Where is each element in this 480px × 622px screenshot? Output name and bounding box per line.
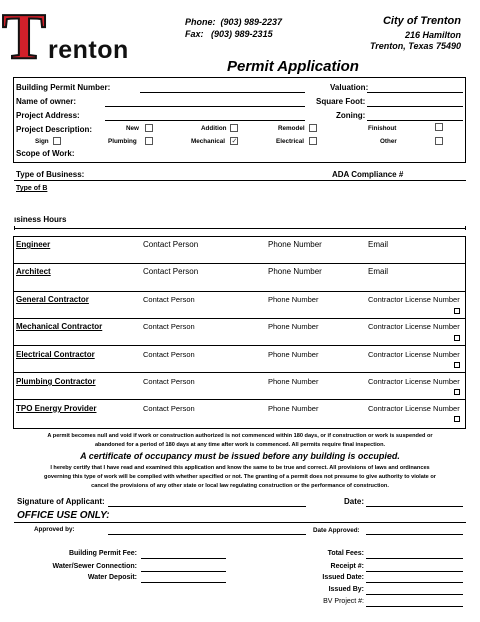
plumbing-contractor-license-number[interactable]: Contractor License Number (368, 377, 460, 386)
total-fees-label: Total Fees: (327, 550, 364, 557)
architect-contact-person[interactable]: Contact Person (143, 267, 199, 276)
zoning-field[interactable] (367, 120, 463, 121)
scope-of-work-label: Scope of Work: (16, 149, 75, 158)
zoning-label: Zoning: (336, 111, 366, 120)
tpo-energy-provider-phone-number[interactable]: Phone Number (268, 404, 319, 413)
null-void-line-1: A permit becomes null and void if work or construction authorized is not commenced within 180 days, or if construction or work is suspended or (47, 433, 433, 439)
certify-line-2: governing this type of work will be complied with whether specified or not. The granting of a permit does not presume to give authority to violate or (44, 474, 436, 480)
valuation-label: Valuation: (330, 83, 369, 92)
business-hours-divider (14, 228, 466, 229)
electrical-label: Electrical (276, 138, 305, 145)
plumbing-contractor-contact-person[interactable]: Contact Person (143, 377, 195, 386)
divider-tick-left (14, 226, 15, 230)
general-contractor-checkbox[interactable] (454, 308, 460, 314)
sign-label: Sign (35, 138, 49, 145)
date-approved-label: Date Approved: (313, 527, 360, 534)
row-divider (14, 399, 466, 400)
total-fees-field[interactable] (366, 558, 463, 559)
water-sewer-field[interactable] (141, 571, 226, 572)
null-void-line-2: abandoned for a period of 180 days at any time after work is commenced. All permits require final inspection. (94, 442, 386, 448)
electrical-checkbox[interactable] (309, 137, 317, 145)
mechanical-contractor-license-number[interactable]: Contractor License Number (368, 322, 460, 331)
engineer-phone-number[interactable]: Phone Number (268, 240, 322, 249)
building-permit-number-label: Building Permit Number: (16, 83, 111, 92)
building-permit-fee-field[interactable] (141, 558, 226, 559)
issued-by-field[interactable] (366, 594, 463, 595)
office-use-heading: OFFICE USE ONLY: (17, 510, 110, 521)
mechanical-label: Mechanical (191, 138, 225, 145)
date-approved-field[interactable] (366, 534, 463, 535)
occupancy-notice: A certificate of occupancy must be issued before any building is occupied. (80, 451, 400, 461)
other-checkbox[interactable] (435, 137, 443, 145)
signature-label: Signature of Applicant: (17, 497, 105, 506)
general-contractor-license-number[interactable]: Contractor License Number (368, 295, 460, 304)
electrical-contractor-checkbox[interactable] (454, 362, 460, 368)
signature-field[interactable] (108, 506, 306, 507)
remodel-checkbox[interactable] (309, 124, 317, 132)
mechanical-contractor-contact-person[interactable]: Contact Person (143, 322, 195, 331)
divider-tick-right (465, 226, 466, 230)
square-foot-field[interactable] (367, 106, 463, 107)
receipt-label: Receipt #: (330, 563, 364, 570)
general-contractor-phone-number[interactable]: Phone Number (268, 295, 319, 304)
remodel-label: Remodel (278, 125, 305, 132)
water-sewer-label: Water/Sewer Connection: (52, 563, 137, 570)
finishout-checkbox[interactable] (435, 123, 443, 131)
approved-by-field[interactable] (108, 534, 306, 535)
city-logo (2, 0, 172, 73)
row-divider (14, 372, 466, 373)
business-hours-label: ısiness Hours (14, 215, 67, 224)
electrical-contractor-contact-person[interactable]: Contact Person (143, 350, 195, 359)
addition-checkbox[interactable] (230, 124, 238, 132)
owner-name-label: Name of owner: (16, 97, 77, 106)
tpo-energy-provider-contact-person[interactable]: Contact Person (143, 404, 195, 413)
other-label: Other (380, 138, 397, 145)
new-checkbox[interactable] (145, 124, 153, 132)
building-permit-fee-label: Building Permit Fee: (68, 550, 137, 557)
building-permit-number-field[interactable] (140, 92, 305, 93)
engineer-label: Engineer (16, 240, 51, 249)
row-divider (14, 291, 466, 292)
architect-label: Architect (16, 267, 51, 276)
mechanical-contractor-checkbox[interactable] (454, 335, 460, 341)
bv-project-field[interactable] (366, 606, 463, 607)
phone-label: Phone: (185, 17, 216, 27)
fax-label: Fax: (185, 29, 204, 39)
project-address-field[interactable] (105, 120, 305, 121)
null-void-notice (0, 432, 480, 450)
mechanical-contractor-phone-number[interactable]: Phone Number (268, 322, 319, 331)
city-name: City of Trenton (382, 15, 461, 27)
row-divider (14, 345, 466, 346)
electrical-contractor-phone-number[interactable]: Phone Number (268, 350, 319, 359)
bv-project-label: BV Project #: (323, 598, 364, 605)
city-state-zip: Trenton, Texas 75490 (369, 41, 461, 51)
certification-text (0, 464, 480, 491)
engineer-email[interactable]: Email (368, 240, 389, 249)
owner-name-field[interactable] (105, 106, 305, 107)
date-field[interactable] (366, 506, 463, 507)
check-mark-icon: ✓ (231, 137, 238, 145)
issued-by-label: Issued By: (328, 586, 364, 593)
square-foot-label: Square Foot: (316, 97, 366, 106)
city-street: 216 Hamilton (404, 30, 461, 40)
finishout-label: Finishout (368, 125, 397, 132)
contacts-table (13, 236, 466, 429)
sign-checkbox[interactable] (53, 137, 61, 145)
addition-label: Addition (201, 125, 227, 132)
page-title: Permit Application (227, 58, 359, 75)
fax-number: (903) 989-2315 (211, 29, 273, 39)
valuation-field[interactable] (367, 92, 463, 93)
electrical-contractor-label: Electrical Contractor (16, 350, 95, 359)
project-address-label: Project Address: (16, 111, 80, 120)
tpo-energy-provider-checkbox[interactable] (454, 416, 460, 422)
project-description-label: Project Description: (16, 125, 93, 134)
new-label: New (126, 125, 139, 132)
phone-number: (903) 989-2237 (220, 17, 283, 27)
ada-compliance-label: ADA Compliance # (332, 170, 404, 179)
issued-date-field[interactable] (366, 582, 463, 583)
general-contractor-label: General Contractor (16, 295, 89, 304)
plumbing-contractor-label: Plumbing Contractor (16, 377, 96, 386)
mechanical-checkbox[interactable] (230, 137, 238, 145)
water-deposit-label: Water Deposit: (87, 574, 137, 581)
mechanical-contractor-label: Mechanical Contractor (16, 322, 103, 331)
issued-date-label: Issued Date: (322, 574, 364, 581)
architect-phone-number[interactable]: Phone Number (268, 267, 322, 276)
row-divider (14, 263, 466, 264)
row-divider (14, 318, 466, 319)
plumbing-label: Plumbing (108, 138, 137, 145)
office-heading-rule (14, 522, 466, 523)
logo-rest-text: renton (48, 36, 129, 64)
tpo-energy-provider-label: TPO Energy Provider (16, 404, 97, 413)
engineer-contact-person[interactable]: Contact Person (143, 240, 199, 249)
plumbing-contractor-phone-number[interactable]: Phone Number (268, 377, 319, 386)
certify-line-1: I hereby certify that I have read and examined this application and know the same to be true and correct. All provisions of laws and ordinances (50, 465, 430, 471)
plumbing-checkbox[interactable] (145, 137, 153, 145)
electrical-contractor-license-number[interactable]: Contractor License Number (368, 350, 460, 359)
certify-line-3: cancel the provisions of any other state or local law regulating construction or the performance of construction. (91, 483, 389, 489)
type-of-b-label: Type of B (16, 185, 48, 192)
general-contractor-contact-person[interactable]: Contact Person (143, 295, 195, 304)
approved-by-label: Approved by: (34, 526, 75, 533)
fax-line (185, 29, 273, 39)
water-deposit-field[interactable] (141, 582, 226, 583)
plumbing-contractor-checkbox[interactable] (454, 389, 460, 395)
phone-line (185, 17, 282, 27)
date-label: Date: (344, 497, 365, 506)
business-divider (14, 180, 466, 181)
logo-t-letter: T (2, 0, 47, 73)
type-of-business-label: Type of Business: (16, 170, 85, 179)
receipt-field[interactable] (366, 571, 463, 572)
tpo-energy-provider-license-number[interactable]: Contractor License Number (368, 404, 460, 413)
architect-email[interactable]: Email (368, 267, 389, 276)
